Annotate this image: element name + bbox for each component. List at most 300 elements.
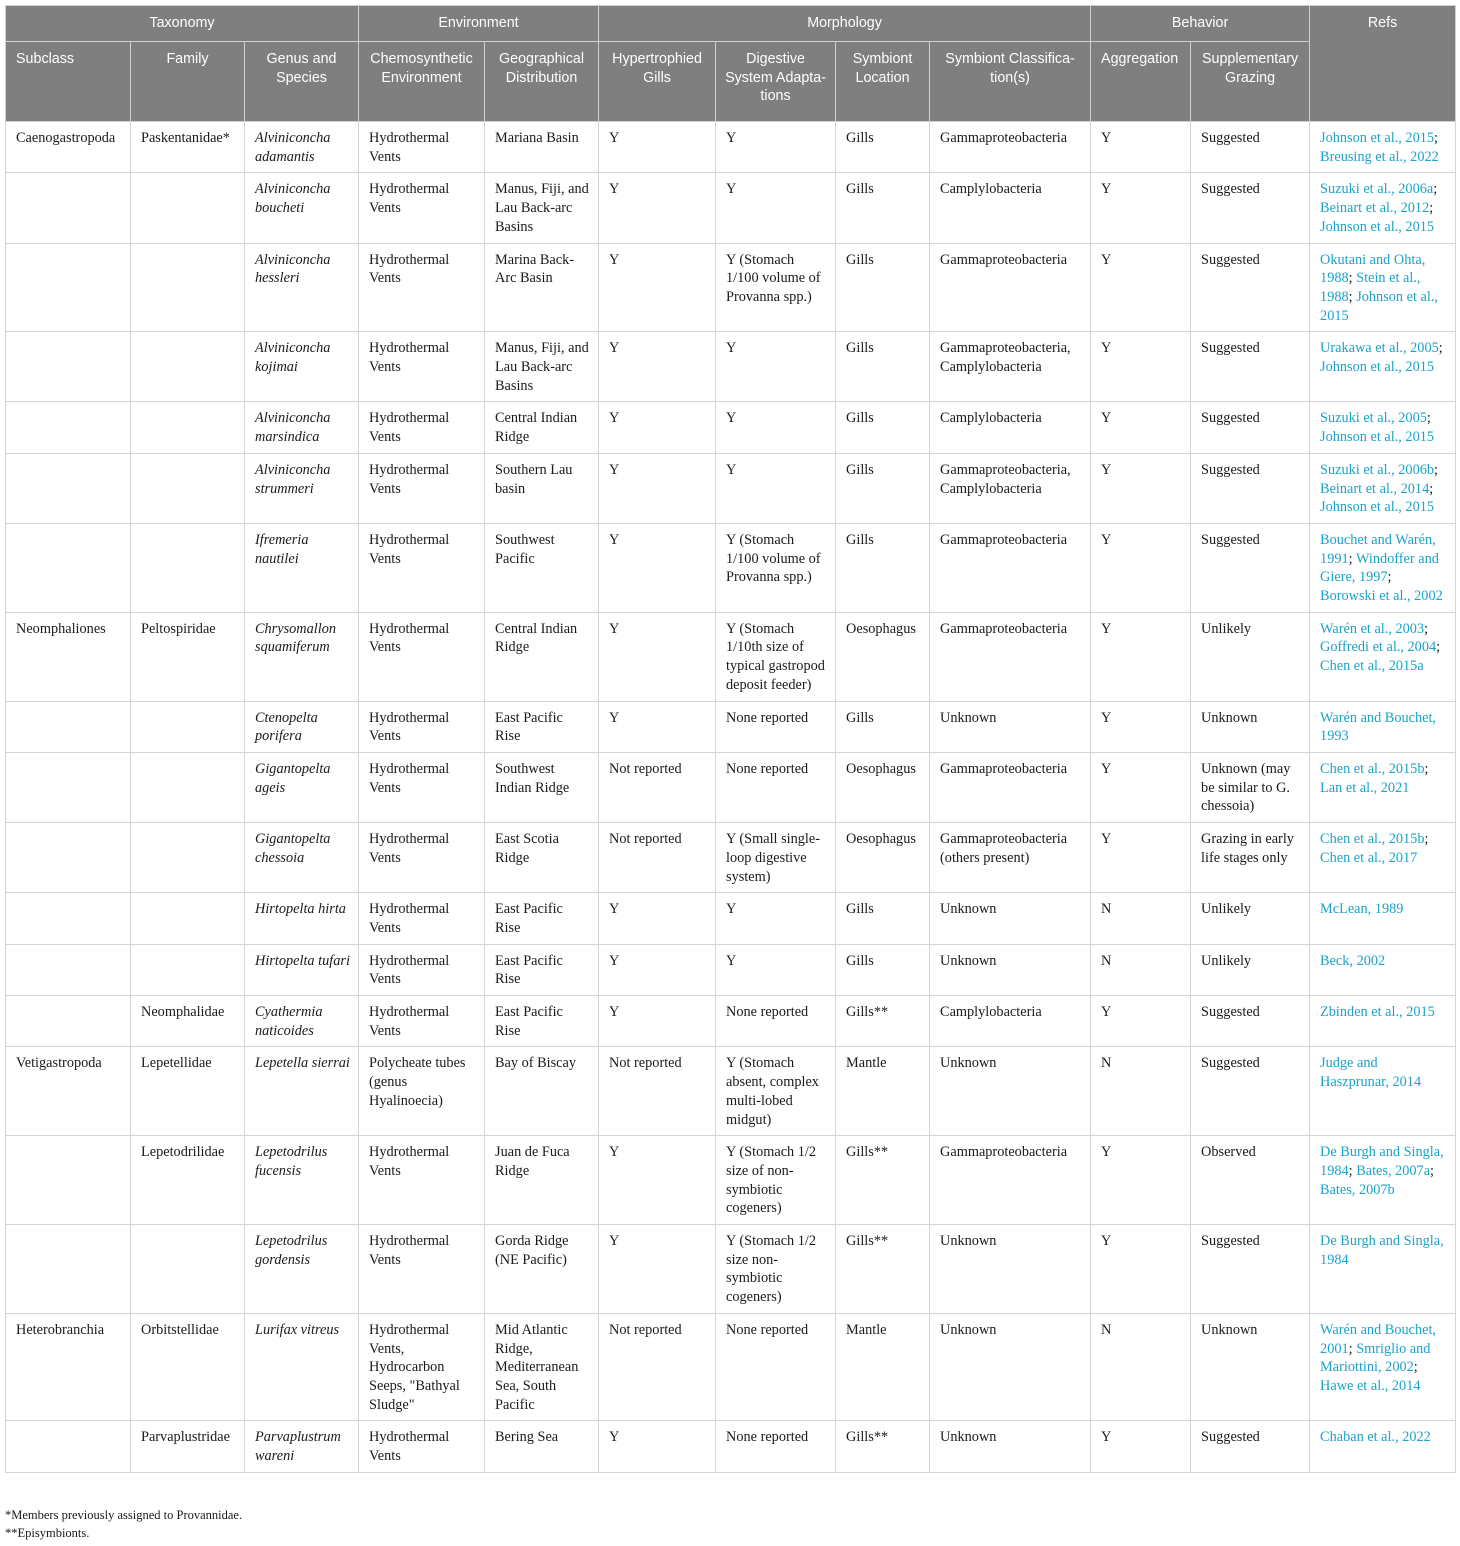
cell-subclass xyxy=(6,173,131,243)
cell-hypertrophied-gills: Y xyxy=(599,332,716,402)
cell-supplementary-grazing: Unlikely xyxy=(1191,612,1310,701)
column-header-chemosynthetic-environment: Chemosynthetic Environment xyxy=(359,42,485,122)
cell-supplementary-grazing: Suggested xyxy=(1191,402,1310,453)
cell-digestive-system: None reported xyxy=(716,1313,836,1421)
cell-digestive-system: Y (Stomach 1/2 size of non-symbiotic cogeners) xyxy=(716,1136,836,1225)
cell-family xyxy=(131,752,245,822)
table-row xyxy=(6,612,1456,701)
cell-family: Lepetellidae xyxy=(131,1047,245,1136)
column-header-family: Family xyxy=(131,42,245,122)
cell-symbiont-classification: Camplylobacteria xyxy=(930,402,1091,453)
cell-family xyxy=(131,1225,245,1314)
reference-link[interactable]: Lan et al., 2021 xyxy=(1320,779,1410,796)
table-row xyxy=(6,523,1456,612)
cell-distribution: Gorda Ridge (NE Pacific) xyxy=(485,1225,599,1314)
cell-symbiont-location: Mantle xyxy=(836,1047,930,1136)
footnotes xyxy=(5,1506,242,1542)
cell-environment: Hydrothermal Vents xyxy=(359,453,485,523)
reference-link[interactable]: Johnson et al., 2015 xyxy=(1320,218,1435,235)
cell-refs: Bouchet and Warén, 1991; Windoffer and Giere, 1997; Borowski et al., 2002 xyxy=(1310,523,1456,612)
cell-symbiont-classification: Unknown xyxy=(930,701,1091,752)
reference-link[interactable]: Johnson et al., 2015 xyxy=(1320,359,1435,376)
cell-hypertrophied-gills: Y xyxy=(599,122,716,173)
cell-species: Alviniconcha hessleri xyxy=(245,243,359,332)
cell-species: Lurifax vitreus xyxy=(245,1313,359,1421)
cell-symbiont-location: Gills** xyxy=(836,1421,930,1472)
cell-symbiont-classification: Gammaproteobacteria xyxy=(930,752,1091,822)
cell-symbiont-location: Gills xyxy=(836,523,930,612)
cell-family xyxy=(131,243,245,332)
table-row xyxy=(6,243,1456,332)
cell-symbiont-location: Gills** xyxy=(836,1136,930,1225)
cell-digestive-system: Y (Stomach 1/2 size non-symbiotic cogeners) xyxy=(716,1225,836,1314)
table-row xyxy=(6,1421,1456,1472)
cell-aggregation: N xyxy=(1091,1313,1191,1421)
table-row xyxy=(6,402,1456,453)
cell-symbiont-location: Gills xyxy=(836,243,930,332)
cell-aggregation: Y xyxy=(1091,453,1191,523)
cell-digestive-system: None reported xyxy=(716,996,836,1047)
cell-environment: Polycheate tubes (genus Hyalinoecia) xyxy=(359,1047,485,1136)
cell-family xyxy=(131,893,245,944)
cell-family: Paskentanidae* xyxy=(131,122,245,173)
column-header-subclass: Subclass xyxy=(6,42,131,122)
cell-aggregation: Y xyxy=(1091,243,1191,332)
reference-link[interactable]: Zbinden et al., 2015 xyxy=(1320,1004,1435,1021)
cell-distribution: Mariana Basin xyxy=(485,122,599,173)
cell-aggregation: N xyxy=(1091,1047,1191,1136)
reference-link[interactable]: Chen et al., 2015a xyxy=(1320,658,1424,675)
cell-aggregation: Y xyxy=(1091,1225,1191,1314)
column-header-digestive-system: Digestive System Adapta-tions xyxy=(716,42,836,122)
cell-symbiont-location: Oesophagus xyxy=(836,752,930,822)
cell-distribution: Mid Atlantic Ridge, Mediterranean Sea, South Pacific xyxy=(485,1313,599,1421)
column-header-aggregation: Aggregation xyxy=(1091,42,1191,122)
cell-symbiont-classification: Gammaproteobacteria, Camplylobacteria xyxy=(930,453,1091,523)
cell-supplementary-grazing: Suggested xyxy=(1191,996,1310,1047)
cell-digestive-system: Y (Small single-loop digestive system) xyxy=(716,823,836,893)
reference-link[interactable]: Bates, 2007b xyxy=(1320,1181,1395,1198)
table-row xyxy=(6,332,1456,402)
cell-aggregation: Y xyxy=(1091,1421,1191,1472)
cell-refs: Suzuki et al., 2006b; Beinart et al., 2014; Johnson et al., 2015 xyxy=(1310,453,1456,523)
cell-supplementary-grazing: Suggested xyxy=(1191,332,1310,402)
cell-hypertrophied-gills: Y xyxy=(599,996,716,1047)
cell-environment: Hydrothermal Vents xyxy=(359,1136,485,1225)
cell-species: Gigantopelta ageis xyxy=(245,752,359,822)
cell-digestive-system: Y xyxy=(716,944,836,995)
reference-link[interactable]: Johnson et al., 2015 xyxy=(1320,130,1435,146)
reference-link[interactable]: Beck, 2002 xyxy=(1320,952,1386,969)
cell-symbiont-location: Gills xyxy=(836,893,930,944)
cell-subclass: Neomphaliones xyxy=(6,612,131,701)
reference-link[interactable]: Bouchet and Warén, 1991 xyxy=(1320,531,1436,567)
cell-refs: Urakawa et al., 2005; Johnson et al., 2015 xyxy=(1310,332,1456,402)
cell-family: Neomphalidae xyxy=(131,996,245,1047)
cell-symbiont-classification: Gammaproteobacteria xyxy=(930,1136,1091,1225)
cell-aggregation: Y xyxy=(1091,173,1191,243)
reference-link[interactable]: De Burgh and Singla, 1984 xyxy=(1320,1144,1444,1179)
cell-subclass xyxy=(6,402,131,453)
cell-distribution: Manus, Fiji, and Lau Back-arc Basins xyxy=(485,173,599,243)
cell-family xyxy=(131,944,245,995)
column-header-geographical-distribution: Geographical Distribution xyxy=(485,42,599,122)
reference-link[interactable]: Chaban et al., 2022 xyxy=(1320,1429,1431,1446)
cell-family xyxy=(131,453,245,523)
reference-link[interactable]: Goffredi et al., 2004 xyxy=(1320,639,1437,656)
cell-hypertrophied-gills: Not reported xyxy=(599,823,716,893)
group-header-morphology: Morphology xyxy=(599,6,1091,42)
reference-link[interactable]: Bates, 2007a xyxy=(1356,1162,1431,1179)
cell-symbiont-location: Gills xyxy=(836,173,930,243)
cell-distribution: East Pacific Rise xyxy=(485,944,599,995)
cell-subclass xyxy=(6,1421,131,1472)
cell-species: Hirtopelta tufari xyxy=(245,944,359,995)
cell-subclass xyxy=(6,823,131,893)
cell-environment: Hydrothermal Vents xyxy=(359,996,485,1047)
cell-environment: Hydrothermal Vents xyxy=(359,1225,485,1314)
cell-digestive-system: Y xyxy=(716,402,836,453)
cell-symbiont-location: Gills xyxy=(836,402,930,453)
cell-subclass: Heterobranchia xyxy=(6,1313,131,1421)
cell-aggregation: N xyxy=(1091,944,1191,995)
cell-subclass xyxy=(6,332,131,402)
cell-symbiont-classification: Unknown xyxy=(930,1313,1091,1421)
table-row xyxy=(6,1136,1456,1225)
cell-symbiont-classification: Unknown xyxy=(930,1225,1091,1314)
cell-refs: Chen et al., 2015b; Chen et al., 2017 xyxy=(1310,823,1456,893)
cell-environment: Hydrothermal Vents xyxy=(359,243,485,332)
cell-hypertrophied-gills: Y xyxy=(599,701,716,752)
cell-symbiont-classification: Gammaproteobacteria xyxy=(930,612,1091,701)
cell-species: Alviniconcha strummeri xyxy=(245,453,359,523)
cell-supplementary-grazing: Unknown xyxy=(1191,701,1310,752)
cell-refs xyxy=(1310,996,1456,1047)
cell-distribution: Juan de Fuca Ridge xyxy=(485,1136,599,1225)
cell-digestive-system: Y xyxy=(716,453,836,523)
cell-symbiont-classification: Unknown xyxy=(930,1047,1091,1136)
cell-refs xyxy=(1310,1421,1456,1472)
column-header-symbiont-classification: Symbiont Classifica-tion(s) xyxy=(930,42,1091,122)
cell-refs: Warén and Bouchet, 2001; Smriglio and Mariottini, 2002; Hawe et al., 2014 xyxy=(1310,1313,1456,1421)
cell-subclass xyxy=(6,701,131,752)
cell-symbiont-classification: Gammaproteobacteria xyxy=(930,523,1091,612)
cell-distribution: Central Indian Ridge xyxy=(485,612,599,701)
cell-symbiont-location: Gills** xyxy=(836,996,930,1047)
group-header-environment: Environment xyxy=(359,6,599,42)
cell-distribution: Bay of Biscay xyxy=(485,1047,599,1136)
reference-link[interactable]: Windoffer and Giere, 1997 xyxy=(1320,550,1439,586)
cell-distribution: Bering Sea xyxy=(485,1421,599,1472)
reference-link[interactable]: Johnson et al., 2015 xyxy=(1320,499,1435,516)
cell-symbiont-classification: Unknown xyxy=(930,893,1091,944)
cell-environment: Hydrothermal Vents xyxy=(359,332,485,402)
cell-supplementary-grazing: Suggested xyxy=(1191,1421,1310,1472)
cell-hypertrophied-gills: Y xyxy=(599,523,716,612)
cell-hypertrophied-gills: Y xyxy=(599,944,716,995)
reference-link[interactable]: Stein et al., 1988 xyxy=(1320,270,1421,305)
cell-hypertrophied-gills: Y xyxy=(599,1421,716,1472)
reference-link[interactable]: McLean, 1989 xyxy=(1320,901,1404,918)
cell-symbiont-classification: Gammaproteobacteria, Camplylobacteria xyxy=(930,332,1091,402)
cell-subclass xyxy=(6,996,131,1047)
cell-aggregation: Y xyxy=(1091,701,1191,752)
cell-supplementary-grazing: Unknown (may be similar to G. chessoia) xyxy=(1191,752,1310,822)
cell-hypertrophied-gills: Y xyxy=(599,173,716,243)
table-row xyxy=(6,1047,1456,1136)
cell-distribution: East Scotia Ridge xyxy=(485,823,599,893)
table-row xyxy=(6,1225,1456,1314)
cell-hypertrophied-gills: Y xyxy=(599,1136,716,1225)
cell-environment: Hydrothermal Vents xyxy=(359,823,485,893)
cell-refs xyxy=(1310,701,1456,752)
cell-digestive-system: Y (Stomach 1/10th size of typical gastropod deposit feeder) xyxy=(716,612,836,701)
table-row xyxy=(6,752,1456,822)
cell-environment: Hydrothermal Vents xyxy=(359,612,485,701)
cell-hypertrophied-gills: Y xyxy=(599,453,716,523)
reference-link[interactable]: Urakawa et al., 2005 xyxy=(1320,340,1439,357)
cell-environment: Hydrothermal Vents xyxy=(359,173,485,243)
column-header-genus-species: Genus and Species xyxy=(245,42,359,122)
column-header-hypertrophied-gills: Hypertrophied Gills xyxy=(599,42,716,122)
footnote-provannidae: *Members previously assigned to Provannidae. xyxy=(5,1508,243,1522)
cell-hypertrophied-gills: Y xyxy=(599,893,716,944)
table-row xyxy=(6,944,1456,995)
cell-environment: Hydrothermal Vents xyxy=(359,402,485,453)
cell-supplementary-grazing: Suggested xyxy=(1191,523,1310,612)
cell-subclass xyxy=(6,453,131,523)
cell-distribution: Manus, Fiji, and Lau Back-arc Basins xyxy=(485,332,599,402)
reference-link[interactable]: Beinart et al., 2012 xyxy=(1320,200,1430,217)
cell-family xyxy=(131,523,245,612)
cell-symbiont-location: Gills** xyxy=(836,1225,930,1314)
data-table xyxy=(5,5,1456,1473)
reference-link[interactable]: Warén and Bouchet, 2001 xyxy=(1320,1321,1437,1357)
cell-aggregation: Y xyxy=(1091,402,1191,453)
cell-aggregation: Y xyxy=(1091,122,1191,173)
cell-distribution: Southwest Pacific xyxy=(485,523,599,612)
cell-subclass xyxy=(6,944,131,995)
cell-environment: Hydrothermal Vents, Hydrocarbon Seeps, "Bathyal Sludge" xyxy=(359,1313,485,1421)
cell-environment: Hydrothermal Vents xyxy=(359,701,485,752)
cell-distribution: East Pacific Rise xyxy=(485,701,599,752)
cell-subclass xyxy=(6,243,131,332)
cell-symbiont-classification: Unknown xyxy=(930,1421,1091,1472)
cell-subclass xyxy=(6,752,131,822)
reference-link[interactable]: Suzuki et al., 2005 xyxy=(1320,410,1427,427)
cell-distribution: Southwest Indian Ridge xyxy=(485,752,599,822)
cell-digestive-system: None reported xyxy=(716,1421,836,1472)
table-row xyxy=(6,173,1456,243)
cell-symbiont-classification: Gammaproteobacteria (others present) xyxy=(930,823,1091,893)
table-row xyxy=(6,823,1456,893)
cell-species: Ifremeria nautilei xyxy=(245,523,359,612)
reference-link[interactable]: Suzuki et al., 2006b xyxy=(1320,461,1435,478)
cell-refs: Suzuki et al., 2005; Johnson et al., 2015 xyxy=(1310,402,1456,453)
reference-link[interactable]: Suzuki et al., 2006a xyxy=(1320,181,1434,198)
cell-distribution: East Pacific Rise xyxy=(485,996,599,1047)
cell-family xyxy=(131,701,245,752)
cell-family: Parvaplustridae xyxy=(131,1421,245,1472)
reference-link[interactable]: De Burgh and Singla, 1984 xyxy=(1320,1233,1444,1268)
cell-subclass: Caenogastropoda xyxy=(6,122,131,173)
reference-link[interactable]: Chen et al., 2015b xyxy=(1320,831,1425,848)
cell-refs: Suzuki et al., 2006a; Beinart et al., 2012; Johnson et al., 2015 xyxy=(1310,173,1456,243)
cell-species: Cyathermia naticoides xyxy=(245,996,359,1047)
cell-digestive-system: Y xyxy=(716,173,836,243)
cell-environment: Hydrothermal Vents xyxy=(359,944,485,995)
cell-supplementary-grazing: Unknown xyxy=(1191,1313,1310,1421)
cell-subclass xyxy=(6,1225,131,1314)
reference-link[interactable]: Johnson et al., 2015 xyxy=(1320,288,1438,324)
cell-aggregation: Y xyxy=(1091,823,1191,893)
column-header-supplementary-grazing: Supplementary Grazing xyxy=(1191,42,1310,122)
cell-supplementary-grazing: Unlikely xyxy=(1191,893,1310,944)
cell-refs: Chen et al., 2015b; Lan et al., 2021 xyxy=(1310,752,1456,822)
cell-symbiont-classification: Camplylobacteria xyxy=(930,173,1091,243)
reference-link[interactable]: Hawe et al., 2014 xyxy=(1320,1377,1421,1394)
cell-refs: De Burgh and Singla, 1984; Bates, 2007a; Bates, 2007b xyxy=(1310,1136,1456,1225)
cell-refs: Okutani and Ohta, 1988; Stein et al., 1988; Johnson et al., 2015 xyxy=(1310,243,1456,332)
reference-link[interactable]: Borowski et al., 2002 xyxy=(1320,588,1443,605)
cell-digestive-system: Y xyxy=(716,122,836,173)
cell-family: Lepetodrilidae xyxy=(131,1136,245,1225)
reference-link[interactable]: Chen et al., 2015b xyxy=(1320,760,1425,777)
reference-link[interactable]: Judge and Haszprunar, 2014 xyxy=(1320,1055,1422,1091)
cell-symbiont-classification: Gammaproteobacteria xyxy=(930,122,1091,173)
cell-subclass: Vetigastropoda xyxy=(6,1047,131,1136)
cell-digestive-system: Y (Stomach 1/100 volume of Provanna spp.) xyxy=(716,523,836,612)
cell-subclass xyxy=(6,893,131,944)
reference-link[interactable]: Smriglio and Mariottini, 2002 xyxy=(1320,1340,1431,1376)
cell-refs: Warén et al., 2003; Goffredi et al., 2004; Chen et al., 2015a xyxy=(1310,612,1456,701)
cell-aggregation: Y xyxy=(1091,332,1191,402)
cell-refs: Johnson et al., 2015; Breusing et al., 2022 xyxy=(1310,122,1456,173)
cell-supplementary-grazing: Grazing in early life stages only xyxy=(1191,823,1310,893)
cell-hypertrophied-gills: Y xyxy=(599,612,716,701)
cell-distribution: Southern Lau basin xyxy=(485,453,599,523)
cell-aggregation: Y xyxy=(1091,1136,1191,1225)
cell-hypertrophied-gills: Y xyxy=(599,1225,716,1314)
cell-supplementary-grazing: Suggested xyxy=(1191,1047,1310,1136)
cell-family: Orbitstellidae xyxy=(131,1313,245,1421)
cell-species: Lepetodrilus gordensis xyxy=(245,1225,359,1314)
cell-symbiont-location: Gills xyxy=(836,332,930,402)
cell-symbiont-location: Mantle xyxy=(836,1313,930,1421)
cell-family xyxy=(131,823,245,893)
column-header-row xyxy=(6,42,1456,122)
cell-species: Alviniconcha boucheti xyxy=(245,173,359,243)
cell-hypertrophied-gills: Y xyxy=(599,243,716,332)
table-row xyxy=(6,893,1456,944)
cell-distribution: East Pacific Rise xyxy=(485,893,599,944)
cell-environment: Hydrothermal Vents xyxy=(359,893,485,944)
cell-aggregation: Y xyxy=(1091,996,1191,1047)
cell-symbiont-location: Gills xyxy=(836,453,930,523)
reference-link[interactable]: Johnson et al., 2015 xyxy=(1320,429,1435,446)
reference-link[interactable]: Chen et al., 2017 xyxy=(1320,849,1418,866)
cell-species: Gigantopelta chessoia xyxy=(245,823,359,893)
cell-hypertrophied-gills: Not reported xyxy=(599,1047,716,1136)
cell-digestive-system: Y (Stomach 1/100 volume of Provanna spp.) xyxy=(716,243,836,332)
cell-symbiont-location: Oesophagus xyxy=(836,823,930,893)
cell-supplementary-grazing: Suggested xyxy=(1191,122,1310,173)
table-row xyxy=(6,122,1456,173)
cell-distribution: Marina Back-Arc Basin xyxy=(485,243,599,332)
cell-subclass xyxy=(6,1136,131,1225)
reference-link[interactable]: Okutani and Ohta, 1988 xyxy=(1320,251,1426,287)
cell-family xyxy=(131,173,245,243)
cell-symbiont-location: Gills xyxy=(836,122,930,173)
footnote-episymbionts: **Episymbionts. xyxy=(5,1526,90,1540)
reference-link[interactable]: Breusing et al., 2022 xyxy=(1320,148,1439,165)
cell-digestive-system: Y xyxy=(716,893,836,944)
cell-hypertrophied-gills: Not reported xyxy=(599,1313,716,1421)
cell-supplementary-grazing: Unlikely xyxy=(1191,944,1310,995)
cell-aggregation: N xyxy=(1091,893,1191,944)
cell-symbiont-classification: Camplylobacteria xyxy=(930,996,1091,1047)
cell-environment: Hydrothermal Vents xyxy=(359,122,485,173)
cell-symbiont-location: Gills xyxy=(836,944,930,995)
cell-species: Alviniconcha kojimai xyxy=(245,332,359,402)
cell-digestive-system: None reported xyxy=(716,701,836,752)
group-header-taxonomy: Taxonomy xyxy=(6,6,359,42)
cell-species: Ctenopelta porifera xyxy=(245,701,359,752)
table-row xyxy=(6,701,1456,752)
reference-link[interactable]: Warén and Bouchet, 1993 xyxy=(1320,709,1437,745)
reference-link[interactable]: Beinart et al., 2014 xyxy=(1320,480,1430,497)
cell-hypertrophied-gills: Not reported xyxy=(599,752,716,822)
cell-species: Hirtopelta hirta xyxy=(245,893,359,944)
cell-supplementary-grazing: Suggested xyxy=(1191,243,1310,332)
cell-digestive-system: None reported xyxy=(716,752,836,822)
cell-aggregation: Y xyxy=(1091,523,1191,612)
cell-supplementary-grazing: Suggested xyxy=(1191,173,1310,243)
cell-supplementary-grazing: Observed xyxy=(1191,1136,1310,1225)
cell-family xyxy=(131,332,245,402)
group-header-row xyxy=(6,6,1456,42)
cell-symbiont-classification: Unknown xyxy=(930,944,1091,995)
table-row xyxy=(6,996,1456,1047)
cell-species: Chrysomallon squamiferum xyxy=(245,612,359,701)
cell-aggregation: Y xyxy=(1091,752,1191,822)
cell-supplementary-grazing: Suggested xyxy=(1191,1225,1310,1314)
cell-symbiont-location: Gills xyxy=(836,701,930,752)
table-row xyxy=(6,453,1456,523)
cell-environment: Hydrothermal Vents xyxy=(359,1421,485,1472)
cell-environment: Hydrothermal Vents xyxy=(359,752,485,822)
cell-subclass xyxy=(6,523,131,612)
cell-hypertrophied-gills: Y xyxy=(599,402,716,453)
cell-species: Alviniconcha marsindica xyxy=(245,402,359,453)
cell-species: Parvaplustrum wareni xyxy=(245,1421,359,1472)
cell-family xyxy=(131,402,245,453)
cell-family: Peltospiridae xyxy=(131,612,245,701)
cell-refs xyxy=(1310,1047,1456,1136)
cell-species: Lepetodrilus fucensis xyxy=(245,1136,359,1225)
cell-digestive-system: Y xyxy=(716,332,836,402)
cell-refs xyxy=(1310,893,1456,944)
group-header-refs: Refs xyxy=(1310,6,1456,122)
cell-refs xyxy=(1310,1225,1456,1314)
cell-symbiont-location: Oesophagus xyxy=(836,612,930,701)
column-header-symbiont-location: Symbiont Location xyxy=(836,42,930,122)
group-header-behavior: Behavior xyxy=(1091,6,1310,42)
cell-species: Lepetella sierrai xyxy=(245,1047,359,1136)
table-row xyxy=(6,1313,1456,1421)
cell-supplementary-grazing: Suggested xyxy=(1191,453,1310,523)
reference-link[interactable]: Warén et al., 2003 xyxy=(1320,620,1425,637)
